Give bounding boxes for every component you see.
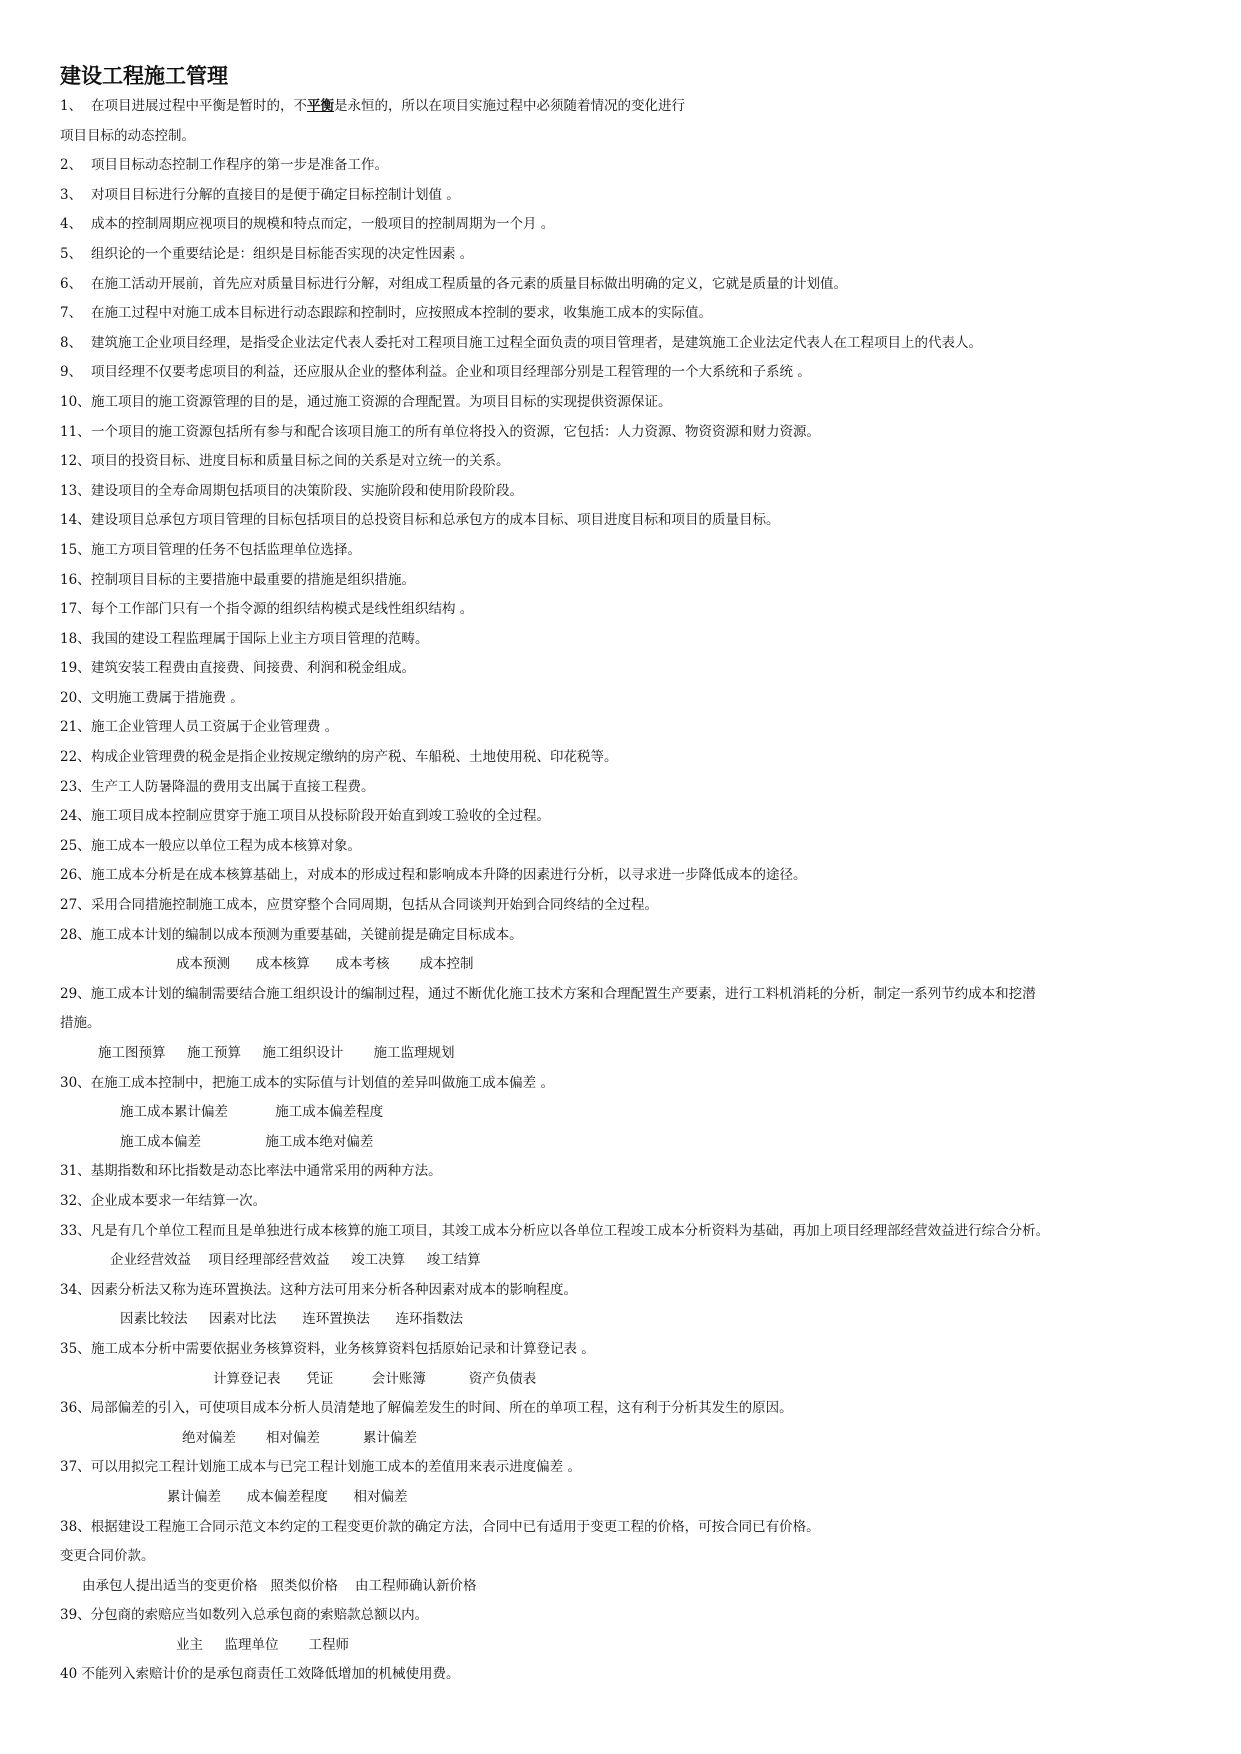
item-text: 根据建设工程施工合同示范文本约定的工程变更价款的确定方法，合同中已有适用于变更工程的价格，可按合同已有价格。: [90, 1518, 820, 1535]
item-number: 36、: [60, 1400, 91, 1417]
item-text: 采用合同措施控制施工成本，应贯穿整个合同周期，包括从合同谈判开始到合同终结的全过程。: [91, 897, 658, 914]
item-text: 在施工过程中对施工成本目标进行动态跟踪和控制时，应按照成本控制的要求，收集施工成本的实际值。: [91, 305, 712, 322]
item-text: 构成企业管理费的税金是指企业按规定缴纳的房产税、车船税、土地使用税、印花税等。: [91, 749, 618, 766]
options-text: 绝对偏差 相对偏差 累计偏差: [182, 1429, 417, 1446]
continuation-line: [60, 122, 1190, 152]
item-number: 24、: [60, 808, 91, 825]
item-number: 21、: [60, 719, 91, 736]
continuation-text: 措施。: [60, 1015, 101, 1032]
question-item: [60, 1394, 1190, 1424]
item-number: 2、: [60, 157, 83, 174]
item-text: 建筑施工企业项目经理，是指受企业法定代表人委托对工程项目施工过程全面负责的项目管理者，是建筑施工企业法定代表人在工程项目上的代表人。: [91, 334, 982, 351]
underlined-term: 平衡: [307, 98, 334, 114]
answer-options: [60, 1365, 1190, 1395]
item-text: 我国的建设工程监理属于国际上业主方项目管理的范畴。: [91, 630, 429, 647]
document-page: [60, 60, 1190, 1690]
question-item: [60, 1187, 1190, 1217]
answer-options: [60, 1128, 1190, 1158]
answer-options: [60, 1305, 1190, 1335]
item-number: 27、: [60, 897, 91, 914]
item-text: 基期指数和环比指数是动态比率法中通常采用的两种方法。: [90, 1163, 442, 1180]
options-text: 成本预测 成本核算 成本考核 成本控制: [176, 956, 474, 973]
question-item: [60, 773, 1190, 803]
question-item: [60, 536, 1190, 566]
question-item: [60, 270, 1190, 300]
item-text: 在施工成本控制中，把施工成本的实际值与计划值的差异叫做施工成本偏差 。: [90, 1074, 554, 1091]
item-text: 一个项目的施工资源包括所有参与和配合该项目施工的所有单位将投入的资源，它包括：人力资源、物资资源和财力资源。: [91, 423, 820, 440]
item-text: 项目目标动态控制工作程序的第一步是准备工作。: [91, 157, 388, 174]
item-number: 22、: [60, 749, 91, 766]
item-text: 施工企业管理人员工资属于企业管理费 。: [91, 719, 339, 736]
question-item: [60, 802, 1190, 832]
question-item: [60, 921, 1190, 951]
item-number: 10、: [60, 393, 91, 410]
question-list: [60, 92, 1190, 1690]
item-number: 8、: [60, 334, 83, 351]
item-number: 13、: [60, 482, 91, 499]
item-text: 局部偏差的引入，可使项目成本分析人员清楚地了解偏差发生的时间、所在的单项工程，这有利于分析其发生的原因。: [90, 1400, 793, 1417]
item-number: 31、: [60, 1163, 91, 1180]
item-number: 7、: [60, 305, 83, 322]
item-number: 17、: [60, 601, 91, 618]
item-text: 成本的控制周期应视项目的规模和特点而定，一般项目的控制周期为一个月 。: [91, 216, 555, 233]
item-text: 分包商的索赔应当如数列入总承包商的索赔款总额以内。: [90, 1607, 429, 1624]
question-item: [60, 418, 1190, 448]
item-text: 在项目进展过程中平衡是暂时的，不: [91, 98, 307, 114]
question-item: [60, 713, 1190, 743]
question-item: [60, 654, 1190, 684]
question-item: [60, 240, 1190, 270]
item-text: 建设项目的全寿命周期包括项目的决策阶段、实施阶段和使用阶段阶段。: [91, 482, 523, 499]
item-text: 文明施工费属于措施费 。: [91, 689, 244, 706]
question-item: [60, 1660, 1190, 1690]
question-item: [60, 151, 1190, 181]
item-text: 施工成本分析是在成本核算基础上，对成本的形成过程和影响成本升降的因素进行分析，以寻求进一步降低成本的途径。: [91, 867, 807, 884]
item-number: 6、: [60, 275, 83, 292]
options-text: 由承包人提出适当的变更价格 照类似价格 由工程师确认新价格: [82, 1577, 477, 1594]
item-number: 30、: [60, 1074, 91, 1091]
item-text: 企业成本要求一年结算一次。: [90, 1192, 267, 1209]
question-item: [60, 1335, 1190, 1365]
options-text: 累计偏差 成本偏差程度 相对偏差: [167, 1488, 408, 1505]
answer-options: [60, 950, 1190, 980]
question-item: [60, 1601, 1190, 1631]
item-text: 每个工作部门只有一个指令源的组织结构模式是线性组织结构 。: [91, 601, 474, 618]
question-item: [60, 1217, 1190, 1247]
question-item: [60, 181, 1190, 211]
item-number: 23、: [60, 778, 91, 795]
continuation-text: 变更合同价款。: [60, 1548, 155, 1565]
question-item: [60, 743, 1190, 773]
item-number: 20、: [60, 689, 91, 706]
question-item: [60, 832, 1190, 862]
item-text: 施工成本计划的编制以成本预测为重要基础，关键前提是确定目标成本。: [90, 926, 523, 943]
question-item: [60, 506, 1190, 536]
item-number: 3、: [60, 186, 83, 203]
question-item: [60, 1276, 1190, 1306]
item-number: 29、: [60, 985, 91, 1002]
item-number: 26、: [60, 867, 91, 884]
item-number: 9、: [60, 364, 83, 381]
item-text: 在施工活动开展前，首先应对质量目标进行分解，对组成工程质量的各元素的质量目标做出明确的定义，它就是质量的计划值。: [91, 275, 847, 292]
item-number: 25、: [60, 837, 91, 854]
item-number: 33、: [60, 1222, 91, 1239]
item-text: 不能列入索赔计价的是承包商责任工效降低增加的机械使用费。: [77, 1666, 460, 1683]
item-number: 34、: [60, 1281, 91, 1298]
item-text: 施工成本计划的编制需要结合施工组织设计的编制过程，通过不断优化施工技术方案和合理配置生产要素，进行工料机消耗的分析，制定一系列节约成本和挖潜: [90, 985, 1036, 1002]
question-item: [60, 595, 1190, 625]
item-text: 建设项目总承包方项目管理的目标包括项目的总投资目标和总承包方的成本目标、项目进度目标和项目的质量目标。: [91, 512, 780, 529]
options-text: 施工成本累计偏差 施工成本偏差程度: [120, 1104, 384, 1121]
item-text: 施工成本一般应以单位工程为成本核算对象。: [91, 837, 361, 854]
item-text: 项目经理不仅要考虑项目的利益，还应服从企业的整体利益。企业和项目经理部分别是工程管理的一个大系统和子系统 。: [91, 364, 811, 381]
item-number: 19、: [60, 660, 91, 677]
question-item: [60, 210, 1190, 240]
question-item: [60, 447, 1190, 477]
item-number: 18、: [60, 630, 91, 647]
item-number: 15、: [60, 541, 91, 558]
item-text: 对项目目标进行分解的直接目的是便于确定目标控制计划值 。: [91, 186, 460, 203]
question-item: [60, 1069, 1190, 1099]
question-item: [60, 1157, 1190, 1187]
answer-options: [60, 1483, 1190, 1513]
item-number: 28、: [60, 926, 91, 943]
item-text: 组织论的一个重要结论是：组织是目标能否实现的决定性因素 。: [91, 245, 474, 262]
item-text: 施工项目成本控制应贯穿于施工项目从投标阶段开始直到竣工验收的全过程。: [91, 808, 550, 825]
question-item: [60, 329, 1190, 359]
options-text: 业主 监理单位 工程师: [176, 1636, 349, 1653]
item-text: 项目的投资目标、进度目标和质量目标之间的关系是对立统一的关系。: [91, 453, 510, 470]
options-text: 计算登记表 凭证 会计账簿 资产负债表: [213, 1370, 537, 1387]
question-item: [60, 980, 1190, 1010]
item-number: 14、: [60, 512, 91, 529]
options-text: 因素比较法 因素对比法 连环置换法 连环指数法: [120, 1311, 463, 1328]
options-text: 施工成本偏差 施工成本绝对偏差: [120, 1133, 374, 1150]
item-number: 35、: [60, 1340, 91, 1357]
item-text: 施工成本分析中需要依据业务核算资料，业务核算资料包括原始记录和计算登记表 。: [91, 1340, 595, 1357]
item-number: 12、: [60, 453, 91, 470]
document-title: 建设工程施工管理: [60, 64, 228, 88]
continuation-text: 项目目标的动态控制。: [60, 127, 195, 144]
item-text: 施工方项目管理的任务不包括监理单位选择。: [91, 541, 361, 558]
question-item: [60, 388, 1190, 418]
item-number: 11、: [60, 423, 91, 440]
options-text: 施工图预算 施工预算 施工组织设计 施工监理规划: [98, 1045, 455, 1061]
item-number: 32、: [60, 1192, 91, 1209]
answer-options: [60, 1246, 1190, 1276]
item-number: 37、: [60, 1459, 91, 1476]
question-item: [60, 1513, 1190, 1543]
question-item: [60, 92, 1190, 122]
question-item: [60, 299, 1190, 329]
item-text: 建筑安装工程费由直接费、间接费、利润和税金组成。: [91, 660, 415, 677]
item-number: 1、: [60, 98, 83, 114]
item-number: 5、: [60, 245, 83, 262]
question-item: [60, 891, 1190, 921]
item-text: 施工项目的施工资源管理的目的是，通过施工资源的合理配置。为项目目标的实现提供资源保证。: [91, 393, 672, 410]
item-number: 16、: [60, 571, 91, 588]
options-text: 企业经营效益 项目经理部经营效益 竣工决算 竣工结算: [110, 1252, 481, 1269]
continuation-line: [60, 1009, 1190, 1039]
item-text: 是永恒的，所以在项目实施过程中必须随着情况的变化进行: [334, 98, 685, 114]
question-item: [60, 861, 1190, 891]
question-item: [60, 1453, 1190, 1483]
item-text: 因素分析法又称为连环置换法。这种方法可用来分析各种因素对成本的影响程度。: [91, 1281, 577, 1298]
question-item: [60, 358, 1190, 388]
question-item: [60, 566, 1190, 596]
question-item: [60, 477, 1190, 507]
answer-options: [60, 1631, 1190, 1661]
question-item: [60, 684, 1190, 714]
answer-options: [60, 1572, 1190, 1602]
answer-options: [60, 1098, 1190, 1128]
item-text: 控制项目目标的主要措施中最重要的措施是组织措施。: [91, 571, 415, 588]
item-number: 40: [60, 1666, 78, 1683]
question-item: [60, 625, 1190, 655]
item-number: 4、: [60, 216, 83, 233]
item-number: 39、: [60, 1607, 91, 1624]
item-text: 可以用拟完工程计划施工成本与已完工程计划施工成本的差值用来表示进度偏差 。: [90, 1459, 581, 1476]
item-number: 38、: [60, 1518, 91, 1535]
answer-options: [60, 1039, 1190, 1069]
answer-options: [60, 1424, 1190, 1454]
item-text: 生产工人防暑降温的费用支出属于直接工程费。: [91, 778, 375, 795]
continuation-line: [60, 1542, 1190, 1572]
item-text: 凡是有几个单位工程而且是单独进行成本核算的施工项目，其竣工成本分析应以各单位工程竣工成本分析资料为基础，再加上项目经理部经营效益进行综合分析。: [90, 1222, 1050, 1239]
